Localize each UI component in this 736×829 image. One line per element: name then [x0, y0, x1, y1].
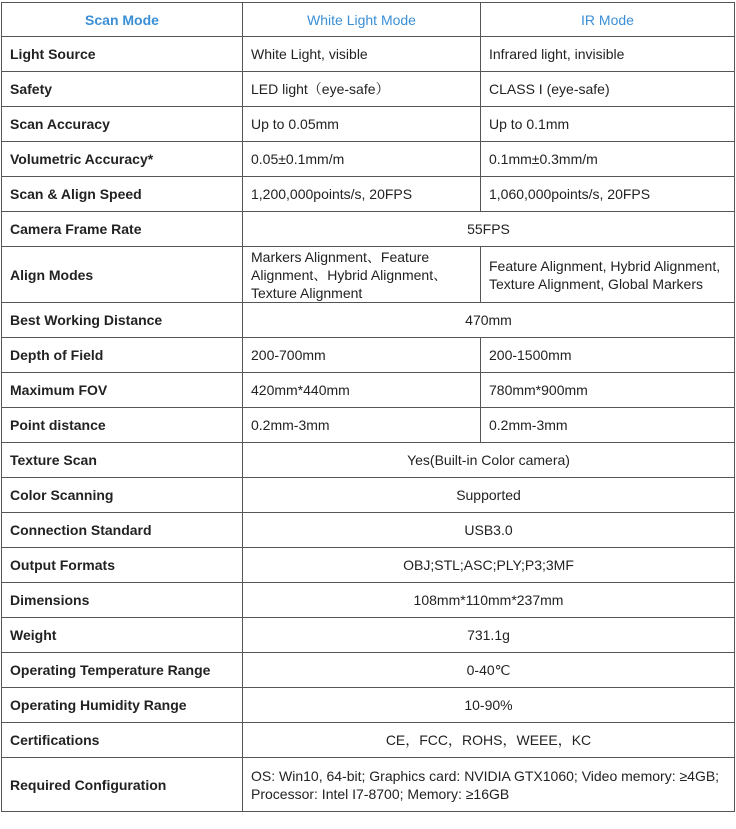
header-white-light-mode: White Light Mode: [243, 3, 481, 37]
row-value-both-modes: USB3.0: [243, 513, 735, 548]
table-row: [2, 513, 735, 548]
row-value-white-light: 420mm*440mm: [243, 373, 481, 408]
row-value-both-modes: 470mm: [243, 303, 735, 338]
row-value-both-modes: Yes(Built-in Color camera): [243, 443, 735, 478]
table-row: [2, 548, 735, 583]
row-label: Scan Accuracy: [2, 107, 243, 142]
row-value-white-light: 200-700mm: [243, 338, 481, 373]
table-row: [2, 72, 735, 107]
header-scan-mode: Scan Mode: [2, 3, 243, 37]
row-value-both-modes: 108mm*110mm*237mm: [243, 583, 735, 618]
row-label: Texture Scan: [2, 443, 243, 478]
row-value-ir: Up to 0.1mm: [481, 107, 735, 142]
table-row: [2, 212, 735, 247]
row-label: Dimensions: [2, 583, 243, 618]
table-row: [2, 338, 735, 373]
row-value-ir: 0.2mm-3mm: [481, 408, 735, 443]
row-label: Scan & Align Speed: [2, 177, 243, 212]
row-value-both-modes: 55FPS: [243, 212, 735, 247]
row-label: Best Working Distance: [2, 303, 243, 338]
row-value-white-light: Markers Alignment、Feature Alignment、Hybrid Alignment、Texture Alignment: [243, 247, 481, 303]
row-value-both-modes: 10-90%: [243, 688, 735, 723]
row-value-both-modes: CE，FCC，ROHS，WEEE，KC: [243, 723, 735, 758]
row-label: Certifications: [2, 723, 243, 758]
row-value-ir: CLASS I (eye-safe): [481, 72, 735, 107]
table-row: [2, 408, 735, 443]
row-value-ir: 1,060,000points/s, 20FPS: [481, 177, 735, 212]
row-value-ir: 0.1mm±0.3mm/m: [481, 142, 735, 177]
row-label: Output Formats: [2, 548, 243, 583]
table-row: [2, 723, 735, 758]
row-label: Weight: [2, 618, 243, 653]
table-row: [2, 618, 735, 653]
table-row: [2, 583, 735, 618]
table-row: [2, 107, 735, 142]
row-value-both-modes: 731.1g: [243, 618, 735, 653]
row-value-ir: Infrared light, invisible: [481, 37, 735, 72]
table-row: [2, 303, 735, 338]
header-ir-mode: IR Mode: [481, 3, 735, 37]
row-label: Operating Temperature Range: [2, 653, 243, 688]
row-label: Point distance: [2, 408, 243, 443]
table-row: [2, 247, 735, 303]
row-value-ir: Feature Alignment, Hybrid Alignment, Texture Alignment, Global Markers: [481, 247, 735, 303]
row-value-white-light: 0.05±0.1mm/m: [243, 142, 481, 177]
row-value-both-modes: OBJ;STL;ASC;PLY;P3;3MF: [243, 548, 735, 583]
table-row: [2, 37, 735, 72]
row-label: Volumetric Accuracy*: [2, 142, 243, 177]
row-label: Required Configuration: [2, 758, 243, 812]
table-row: [2, 478, 735, 513]
table-row: [2, 443, 735, 478]
row-value-ir: 780mm*900mm: [481, 373, 735, 408]
row-label: Align Modes: [2, 247, 243, 303]
row-value-both-modes: Supported: [243, 478, 735, 513]
table-row: [2, 373, 735, 408]
spec-body: [2, 37, 735, 812]
table-row: [2, 758, 735, 812]
table-row: [2, 688, 735, 723]
row-label: Connection Standard: [2, 513, 243, 548]
table-row: [2, 653, 735, 688]
row-label: Depth of Field: [2, 338, 243, 373]
row-value-both-modes: 0-40℃: [243, 653, 735, 688]
row-label: Maximum FOV: [2, 373, 243, 408]
row-value-white-light: White Light, visible: [243, 37, 481, 72]
row-label: Camera Frame Rate: [2, 212, 243, 247]
row-label: Safety: [2, 72, 243, 107]
table-row: [2, 177, 735, 212]
spec-table: [1, 2, 735, 812]
table-row: [2, 142, 735, 177]
row-value-both-modes: OS: Win10, 64-bit; Graphics card: NVIDIA GTX1060; Video memory: ≥4GB; Processor: Intel I7-8700; Memory: ≥16GB: [243, 758, 735, 812]
row-value-white-light: 0.2mm-3mm: [243, 408, 481, 443]
row-value-white-light: 1,200,000points/s, 20FPS: [243, 177, 481, 212]
row-value-white-light: Up to 0.05mm: [243, 107, 481, 142]
row-label: Operating Humidity Range: [2, 688, 243, 723]
row-value-ir: 200-1500mm: [481, 338, 735, 373]
header-row: [2, 3, 735, 37]
row-value-white-light: LED light（eye-safe）: [243, 72, 481, 107]
row-label: Light Source: [2, 37, 243, 72]
row-label: Color Scanning: [2, 478, 243, 513]
